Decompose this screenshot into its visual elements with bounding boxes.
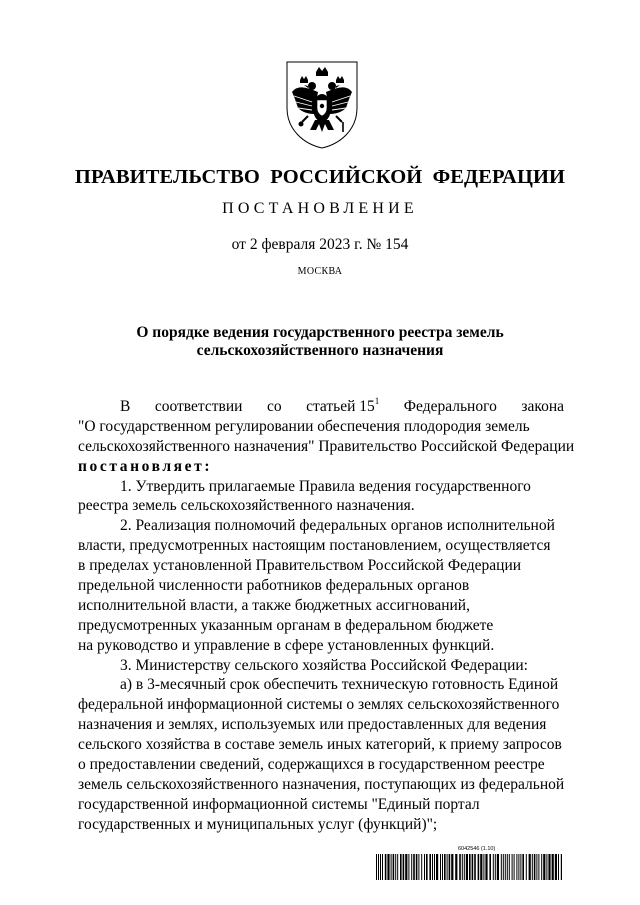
text-line: сельскохозяйственного назначения" Правительство Российской Федерации	[78, 437, 575, 455]
barcode-block	[376, 846, 562, 880]
text-line: власти, предусмотренных настоящим постановлением, осуществляется	[78, 537, 551, 555]
text-line: назначения и землях, используемых или предоставленных для ведения	[78, 716, 547, 734]
document-body	[78, 396, 575, 835]
text-line: сельского хозяйства в составе земель иных категорий, к приему запросов	[78, 736, 562, 754]
document-date-number: от 2 февраля 2023 г. № 154	[231, 236, 409, 253]
text-line: реестра земель сельскохозяйственного назначения.	[78, 497, 415, 515]
text-line: федеральной информационной системы о землях сельскохозяйственного	[78, 696, 560, 714]
word: закона	[521, 398, 564, 415]
text-line: а) в 3-месячный срок обеспечить техническую готовность Единой	[120, 676, 559, 694]
text-line: 2. Реализация полномочий федеральных органов исполнительной	[120, 517, 555, 535]
document-subject	[60, 324, 580, 360]
subject-line: О порядке ведения государственного реестра земель	[136, 324, 504, 341]
text-line: предусмотренных указанным органам в федеральном бюджете	[78, 616, 494, 634]
barcode-label: 6042546 (1.10)	[458, 846, 496, 852]
text-line: 3. Министерству сельского хозяйства Российской Федерации:	[120, 656, 528, 674]
text-line: государственных и муниципальных услуг (функций)";	[78, 815, 438, 833]
word: соответствии	[154, 398, 243, 415]
document-city: МОСКВА	[297, 266, 343, 277]
text-line: государственной информационной системы "Единый портал	[78, 795, 480, 813]
footnote-superscript: 1	[374, 396, 380, 406]
word: статьей 15	[306, 398, 375, 415]
resolves-keyword: постановляет:	[78, 457, 213, 475]
subject-line: сельскохозяйственного назначения	[196, 342, 444, 359]
text-line: о предоставлении сведений, содержащихся в государственном реестре	[78, 756, 545, 774]
text-line: исполнительной власти, а также бюджетных ассигнований,	[78, 596, 470, 614]
barcode-icon	[376, 854, 562, 880]
text-line: в пределах установленной Правительством Российской Федерации	[78, 557, 522, 575]
article-reference	[306, 397, 379, 417]
document-type: ПОСТАНОВЛЕНИЕ	[222, 200, 418, 217]
text-line	[78, 457, 564, 477]
text-line: земель сельскохозяйственного назначения, поступающих из федеральной	[78, 775, 565, 793]
word: В	[120, 398, 131, 415]
text-line	[78, 397, 564, 417]
text-line: на руководство и управление в сфере установленных функций.	[78, 636, 495, 654]
word: со	[266, 398, 282, 415]
text-line: 1. Утвердить прилагаемые Правила ведения государственного	[120, 477, 531, 495]
text-line: предельной численности работников федеральных органов	[78, 577, 470, 595]
coat-of-arms-icon	[282, 58, 362, 150]
government-title: ПРАВИТЕЛЬСТВО РОССИЙСКОЙ ФЕДЕРАЦИИ	[74, 166, 566, 188]
word: Федерального	[403, 398, 497, 415]
text-line: "О государственном регулировании обеспечения плодородия земель	[78, 417, 530, 435]
